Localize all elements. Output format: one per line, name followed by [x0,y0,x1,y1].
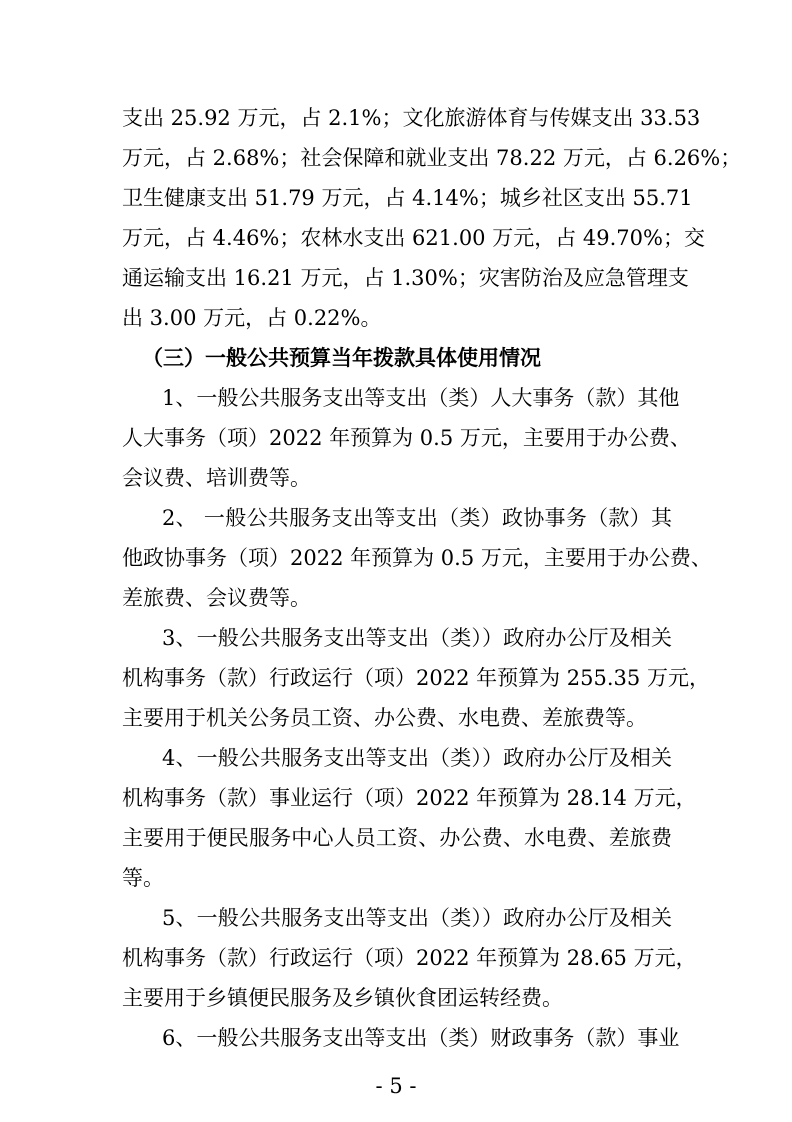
item-2-line: 他政协事务（项）2022 年预算为 0.5 万元，主要用于办公费、 [122,546,712,570]
item-5-line: 主要用于乡镇便民服务及乡镇伙食团运转经费。 [122,986,563,1010]
item-3-line: 主要用于机关公务员工资、办公费、水电费、差旅费等。 [122,706,647,730]
intro-line: 出 3.00 万元，占 0.22%。 [122,306,382,330]
intro-line: 万元，占 2.68%；社会保障和就业支出 78.22 万元，占 6.26%； [122,146,742,170]
item-3-line: 机构事务（款）行政运行（项）2022 年预算为 255.35 万元， [122,666,710,690]
item-2-line: 2、 一般公共服务支出等支出（类）政协事务（款）其 [162,506,672,530]
section-heading: （三）一般公共预算当年拨款具体使用情况 [142,345,541,370]
item-6-line: 6、一般公共服务支出等支出（类）财政事务（款）事业 [162,1026,680,1050]
item-4-line: 4、一般公共服务支出等支出（类））政府办公厅及相关 [162,746,672,770]
item-4-line: 等。 [122,866,164,890]
page-number: - 5 - [375,1074,417,1098]
item-1-line: 人大事务（项）2022 年预算为 0.5 万元，主要用于办公费、 [122,426,691,450]
item-3-line: 3、一般公共服务支出等支出（类））政府办公厅及相关 [162,626,672,650]
intro-line: 万元，占 4.46%；农林水支出 621.00 万元，占 49.70%；交 [122,226,705,250]
item-4-line: 主要用于便民服务中心人员工资、办公费、水电费、差旅费 [122,826,672,850]
intro-line: 通运输支出 16.21 万元，占 1.30%；灾害防治及应急管理支 [122,266,689,290]
item-4-line: 机构事务（款）事业运行（项）2022 年预算为 28.14 万元， [122,786,697,810]
item-1-line: 会议费、培训费等。 [122,466,311,490]
item-1-line: 1、一般公共服务支出等支出（类）人大事务（款）其他 [162,386,680,410]
item-2-line: 差旅费、会议费等。 [122,586,311,610]
item-5-line: 机构事务（款）行政运行（项）2022 年预算为 28.65 万元， [122,946,697,970]
item-5-line: 5、一般公共服务支出等支出（类））政府办公厅及相关 [162,906,672,930]
intro-line: 支出 25.92 万元，占 2.1%；文化旅游体育与传媒支出 33.53 [122,106,701,130]
intro-line: 卫生健康支出 51.79 万元，占 4.14%；城乡社区支出 55.71 [122,186,693,210]
